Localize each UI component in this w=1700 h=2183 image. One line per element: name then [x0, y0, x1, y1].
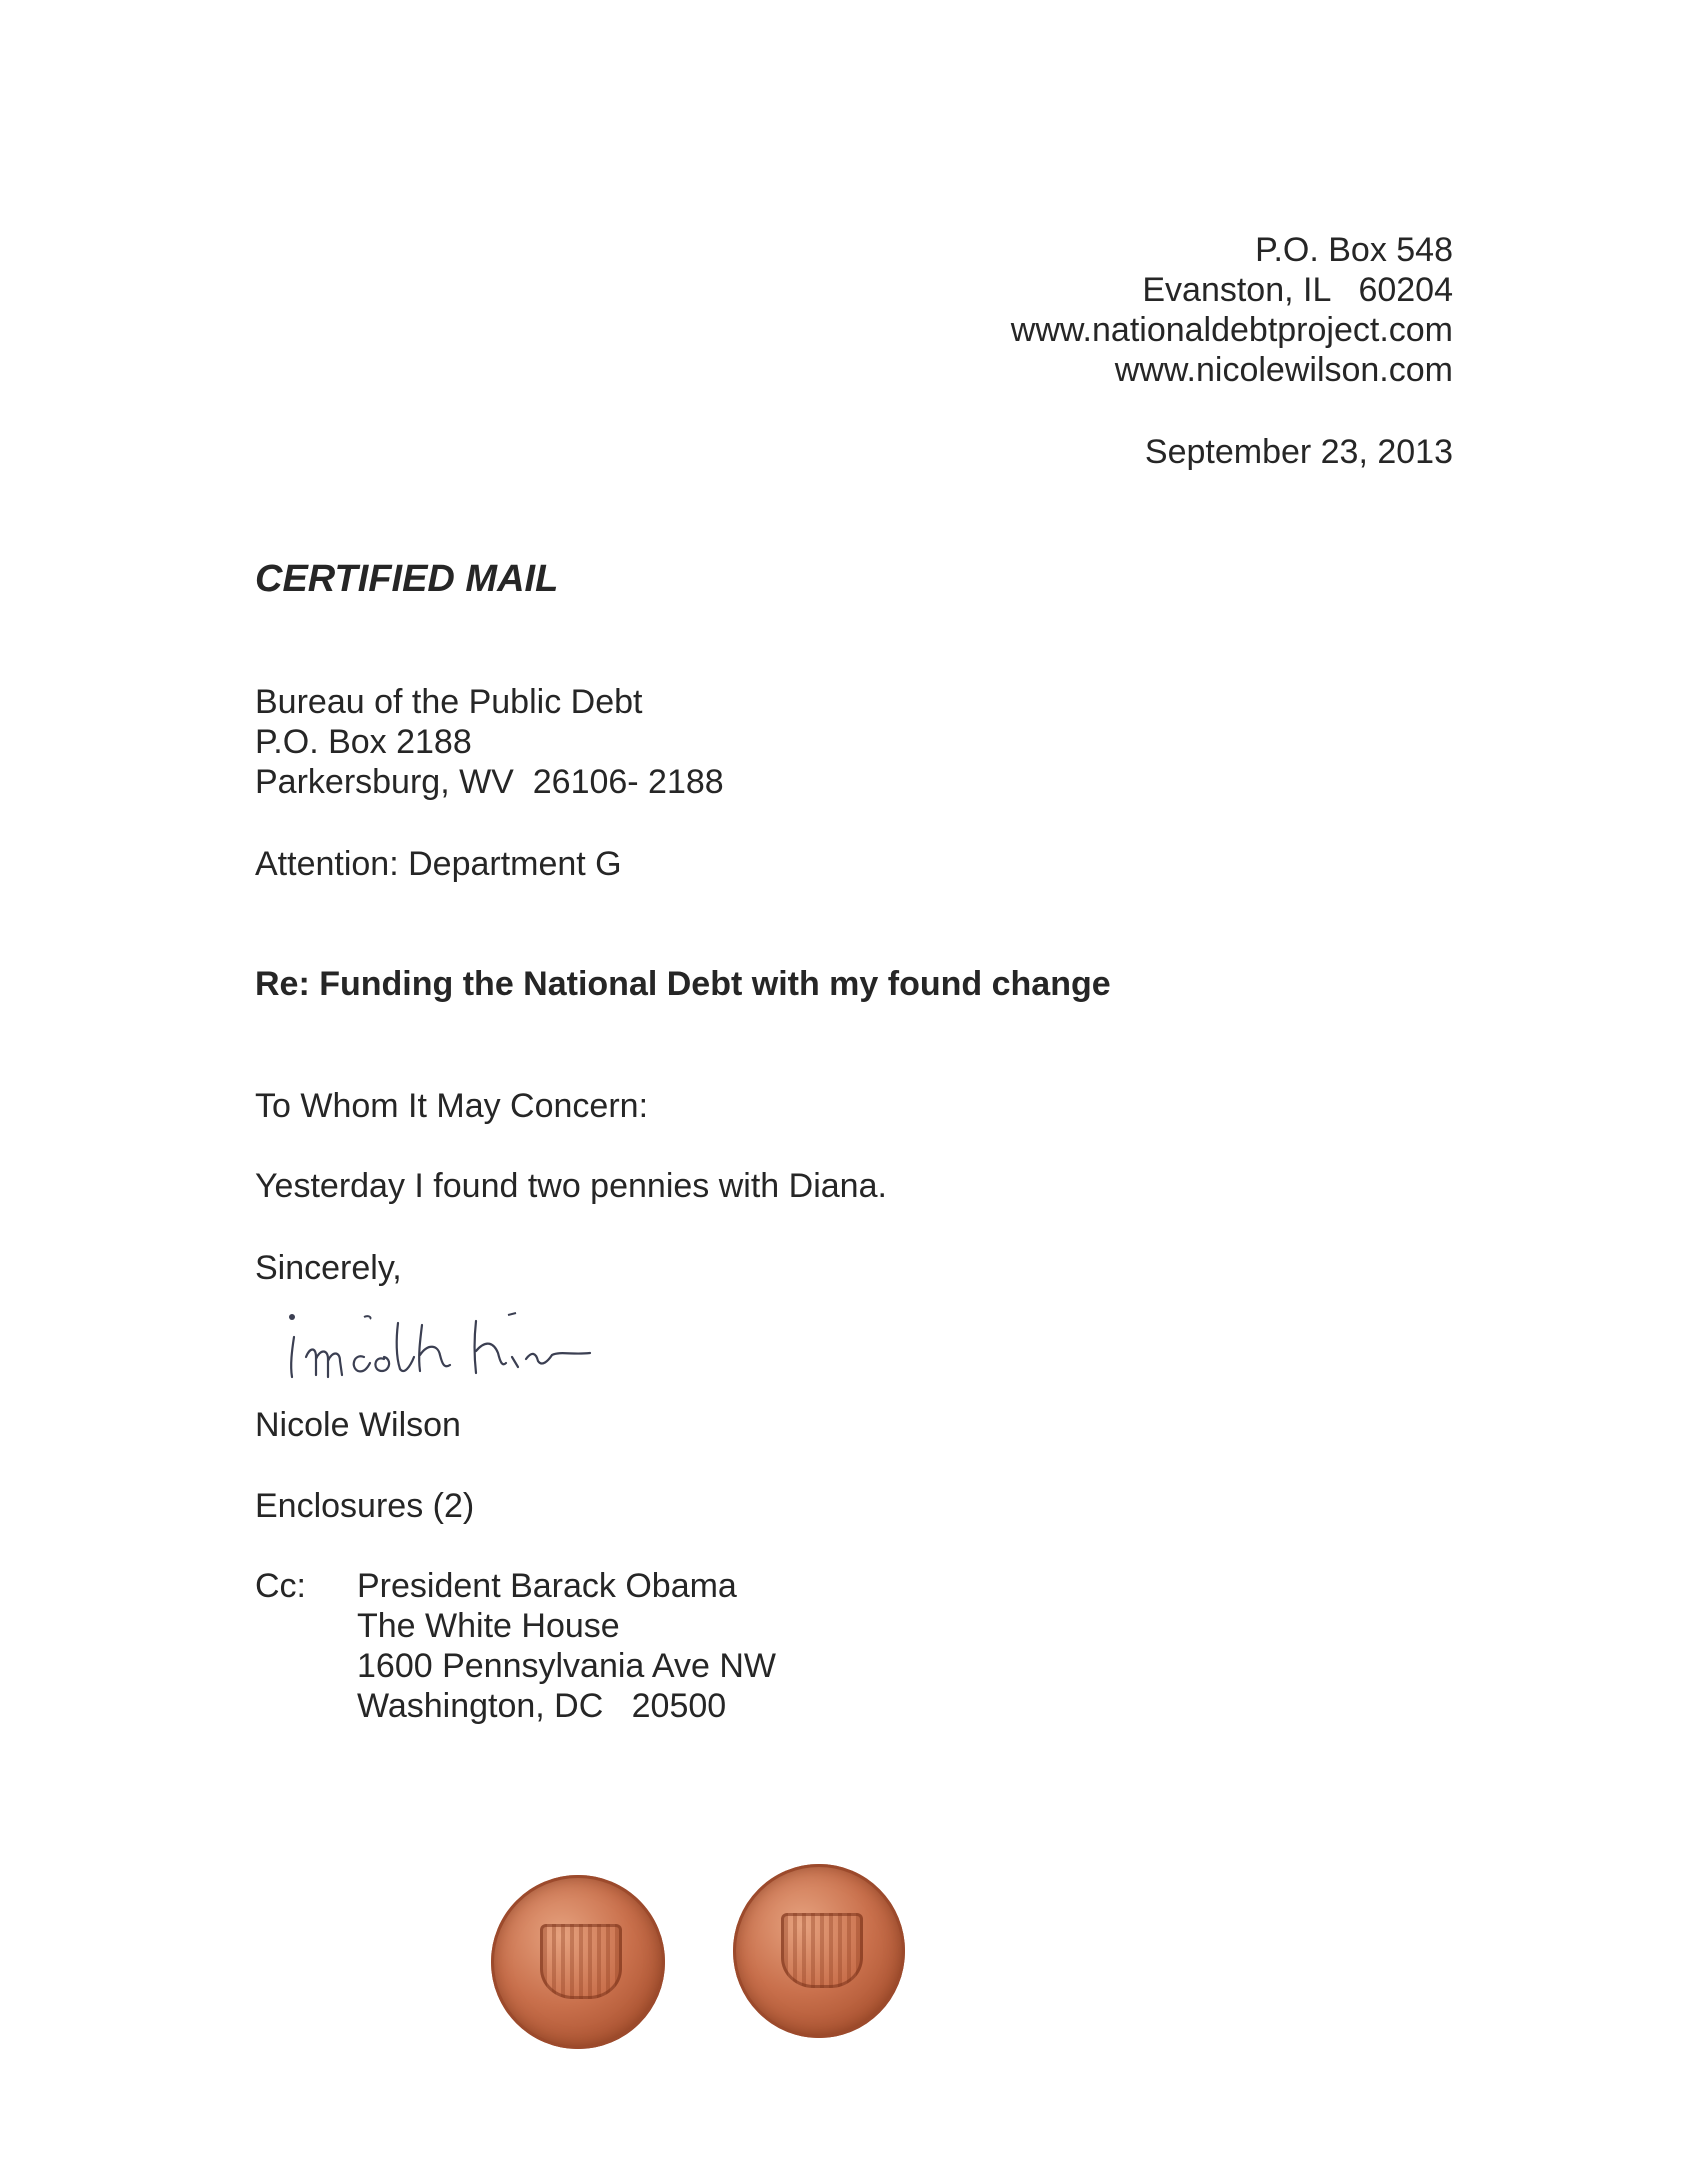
enclosures-note: Enclosures (2) [255, 1487, 475, 1525]
letter-body: Yesterday I found two pennies with Diana. [255, 1167, 887, 1205]
recipient-address-block [255, 682, 724, 802]
salutation: To Whom It May Concern: [255, 1087, 649, 1125]
recipient-city-state-zip: Parkersburg, WV 26106- 2188 [255, 763, 724, 801]
sender-po-box: P.O. Box 548 [1255, 231, 1453, 269]
signer-name: Nicole Wilson [255, 1406, 461, 1444]
certified-mail-heading: CERTIFIED MAIL [255, 558, 559, 600]
cc-street: 1600 Pennsylvania Ave NW [357, 1647, 776, 1685]
handwritten-signature [280, 1295, 660, 1395]
recipient-name: Bureau of the Public Debt [255, 683, 643, 721]
recipient-po-box: P.O. Box 2188 [255, 723, 472, 761]
penny-shield-icon [540, 1924, 623, 2000]
subject-line: Re: Funding the National Debt with my found change [255, 965, 1111, 1003]
closing: Sincerely, [255, 1249, 402, 1287]
penny-1-image [491, 1875, 665, 2049]
attention-line: Attention: Department G [255, 845, 622, 883]
sender-address-block [1011, 230, 1453, 390]
cc-name: President Barack Obama [357, 1567, 737, 1605]
cc-city-state-zip: Washington, DC 20500 [357, 1687, 727, 1725]
cc-label: Cc: [255, 1567, 306, 1605]
sender-city-state-zip: Evanston, IL 60204 [1142, 271, 1453, 309]
cc-address-block [357, 1566, 776, 1726]
penny-2-image [733, 1864, 905, 2038]
penny-shield-icon [781, 1913, 863, 1989]
cc-organization: The White House [357, 1607, 620, 1645]
letter-date: September 23, 2013 [1144, 433, 1453, 471]
sender-website-2: www.nicolewilson.com [1114, 351, 1453, 389]
sender-website-1: www.nationaldebtproject.com [1010, 311, 1453, 349]
